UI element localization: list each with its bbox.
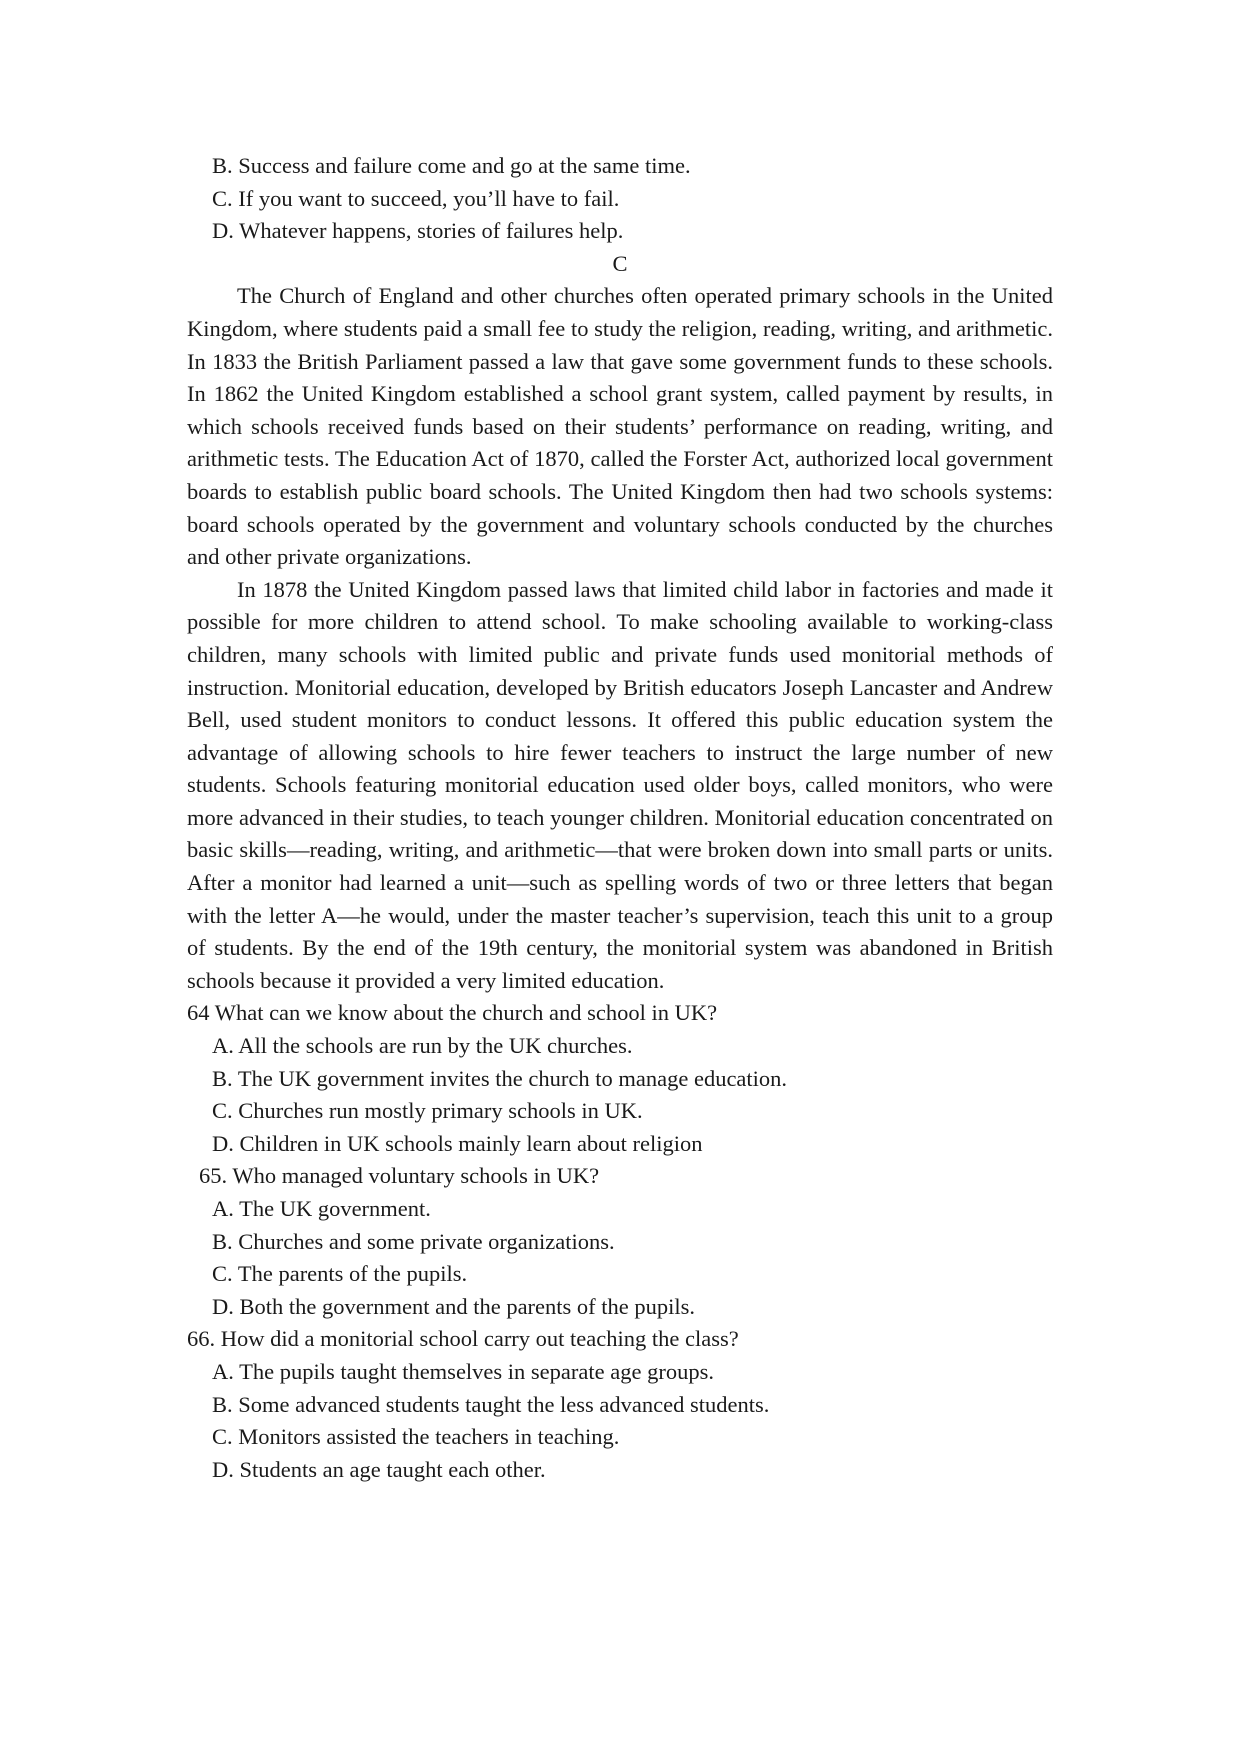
prev-option-d: D. Whatever happens, stories of failures help.: [212, 218, 624, 244]
document-page: [187, 150, 1053, 1486]
question-65-option-a: A. The UK government.: [212, 1196, 431, 1221]
question-66-option-b: B. Some advanced students taught the less advanced students.: [212, 1391, 770, 1417]
question-64-option-c: C. Churches run mostly primary schools in UK.: [212, 1098, 643, 1124]
question-66-option-a: A. The pupils taught themselves in separate age groups.: [212, 1358, 714, 1384]
prev-option-c: C. If you want to succeed, you’ll have to fail.: [212, 185, 620, 211]
question-65-option-d: D. Both the government and the parents of the pupils.: [212, 1293, 696, 1319]
question-64-option-a: A. All the schools are run by the UK churches.: [212, 1033, 633, 1059]
passage-paragraph-1: The Church of England and other churches often operated primary schools in the United Kingdom, where students paid a small fee to study the religion, reading, writing, and arithmetic. In 1833 the British Parliament passed a law that gave some government funds to these schools. In 1862 the United Kingdom established a school grant system, called payment by results, in which schools received funds based on their students’ performance on reading, writing, and arithmetic tests. The Education Act of 1870, called the Forster Act, authorized local government boards to establish public board schools. The United Kingdom then had two schools systems: board schools operated by the government and voluntary schools conducted by the churches and other private organizations.: [187, 283, 1053, 570]
passage-paragraph-2: In 1878 the United Kingdom passed laws that limited child labor in factories and made it possible for more children to attend school. To make schooling available to working-class children, many schools with limited public and private funds used monitorial methods of instruction. Monitorial education, developed by British educators Joseph Lancaster and Andrew Bell, used student monitors to conduct lessons. It offered this public education system the advantage of allowing schools to hire fewer teachers to instruct the large number of new students. Schools featuring monitorial education used older boys, called monitors, who were more advanced in their studies, to teach younger children. Monitorial education concentrated on basic skills—reading, writing, and arithmetic—that were broken down into small parts or units. After a monitor had learned a unit—such as spelling words of two or three letters that began with the letter A—he would, under the master teacher’s supervision, teach this unit to a group of students. By the end of the 19th century, the monitorial system was abandoned in British schools because it provided a very limited education.: [187, 576, 1053, 993]
question-65-option-b: B. Churches and some private organizations.: [212, 1228, 615, 1254]
question-64-option-d: D. Children in UK schools mainly learn about religion: [212, 1130, 703, 1156]
question-66-option-c: C. Monitors assisted the teachers in teaching.: [212, 1424, 620, 1450]
question-66-stem: 66. How did a monitorial school carry out teaching the class?: [187, 1326, 739, 1352]
question-64-option-b: B. The UK government invites the church to manage education.: [212, 1065, 788, 1091]
question-64-stem: 64 What can we know about the church and school in UK?: [187, 1000, 718, 1026]
question-66-option-d: D. Students an age taught each other.: [212, 1456, 546, 1482]
question-65-stem: 65. Who managed voluntary schools in UK?: [199, 1163, 600, 1189]
section-label: C: [612, 250, 628, 276]
question-65-option-c: C. The parents of the pupils.: [212, 1261, 468, 1287]
prev-option-b: B. Success and failure come and go at the same time.: [212, 153, 691, 178]
